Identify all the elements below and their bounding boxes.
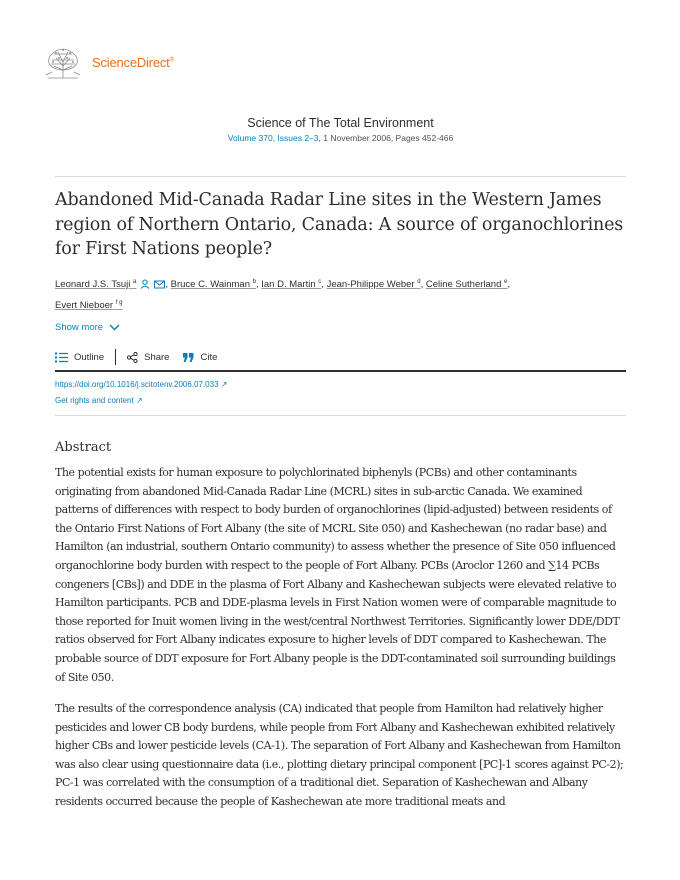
affiliation-marker: f g xyxy=(115,300,123,307)
person-icon[interactable] xyxy=(140,279,150,289)
header-divider xyxy=(55,176,626,177)
rights-text: Get rights and content xyxy=(55,396,134,405)
share-icon xyxy=(127,352,138,363)
affiliation-marker: d xyxy=(417,279,421,285)
toolbar-divider xyxy=(55,370,626,372)
author-name: Celine Sutherland xyxy=(425,279,502,291)
date-pages: , 1 November 2006, Pages 452-466 xyxy=(318,133,454,143)
abstract-paragraph: The potential exists for human exposure to polychlorinated biphenyls (PCBs) and other contaminants originating from abandoned Mid-Canada Radar Line (MCRL) sites in sub-arctic Canada. We examined patterns of differences with respect to body burden of organochlorines (lipid-adjusted) between residents of the Ontario First Nations of Fort Albany (the site of MCRL Site 050) and Kashechewan (no radar base) and Hamilton (an industrial, southern Ontario community) to assess whether the presence of Site 050 influenced organochlorine body burden with respect to the people of Fort Albany. PCBs (Aroclor 1260 and ∑14 PCBs congeners [CBs]) and DDE in the plasma of Fort Albany and Kashechewan subjects were elevated relative to Hamilton participants. PCB and DDE-plasma levels in First Nation women were of comparable magnitude to those reported for Inuit women living in the west/central Northwest Territories. Significantly lower DDE/DDT ratios observed for Fort Albany indicates exposure to higher levels of DDT compared to Kashechewan. The probable source of DDT exposure for Fort Albany people is the DDT-contaminated soil surrounding buildings of Site 050. xyxy=(55,466,620,684)
journal-title[interactable]: Science of The Total Environment xyxy=(247,116,434,130)
issue-line xyxy=(55,133,626,143)
author-name: Leonard J.S. Tsuji xyxy=(55,279,131,291)
quote-icon xyxy=(183,353,194,362)
share-label: Share xyxy=(144,351,170,363)
author-link[interactable] xyxy=(426,279,508,290)
doi-link[interactable] xyxy=(55,380,227,389)
article-toolbar xyxy=(55,348,217,366)
author-link[interactable] xyxy=(171,279,256,290)
outline-list-icon xyxy=(55,352,68,363)
author-link[interactable] xyxy=(55,279,136,290)
author-link[interactable] xyxy=(327,279,421,290)
abstract-paragraph: The results of the correspondence analysis (CA) indicated that people from Hamilton had relatively higher pesticides and lower CB body burdens, while people from Fort Albany and Kashechewan exhibited relatively higher CBs and lower pesticide levels (CA-1). The separation of Fort Albany and Kashechewan from Hamilton was also clear using questionnaire data (i.e., plotting dietary principal component [PC]-1 scores against PC-2); PC-1 was correlated with the consumption of a traditional diet. Separation of Kashechewan and Albany residents occurred because the people of Kashechewan ate more traditional meats and xyxy=(55,702,624,808)
site-header xyxy=(42,42,174,82)
author-link[interactable] xyxy=(55,300,122,311)
show-more-label: Show more xyxy=(55,322,104,333)
doi-text: https://doi.org/10.1016/j.scitotenv.2006.07.033 xyxy=(55,380,219,389)
cite-label: Cite xyxy=(200,351,218,363)
toolbar-separator xyxy=(115,349,116,365)
rights-link[interactable] xyxy=(55,396,143,405)
share-button[interactable] xyxy=(127,352,169,363)
brand-mark: ® xyxy=(169,57,174,64)
section-divider xyxy=(55,415,626,416)
external-link-icon: ↗ xyxy=(220,380,228,389)
author-name: Evert Nieboer xyxy=(55,300,114,312)
author-name: Bruce C. Wainman xyxy=(170,279,250,291)
affiliation-marker: e xyxy=(504,279,508,285)
outline-button[interactable] xyxy=(55,352,104,363)
brand-name: ScienceDirect xyxy=(92,54,170,70)
author-link[interactable] xyxy=(261,279,321,290)
author-list: Leonard J.S. Tsuji $^a$ , Bruce C. Wainman $^b$, Ian D. Martin $^c$, Jean-Philippe Weber $^d$, Celine Sutherland $^e$, Evert Nieboer $^{f g}$ xyxy=(55,279,510,312)
affiliation-marker: b xyxy=(252,279,256,285)
article-title: Abandoned Mid-Canada Radar Line sites in the Western James region of Northern Ontario, Canada: A source of organochlorines for First Nations people? xyxy=(55,190,624,259)
affiliation-marker: a xyxy=(132,279,137,285)
author-name: Ian D. Martin xyxy=(261,279,316,291)
journal-info xyxy=(55,116,626,143)
abstract-heading: Abstract xyxy=(55,440,112,455)
sciencedirect-logo[interactable] xyxy=(92,55,174,70)
cite-button[interactable] xyxy=(183,352,217,363)
show-more-button[interactable] xyxy=(55,322,120,333)
outline-label: Outline xyxy=(74,351,105,363)
volume-link[interactable]: Volume 370, Issues 2–3 xyxy=(227,133,319,143)
email-icon[interactable] xyxy=(154,280,165,289)
author-name: Jean-Philippe Weber xyxy=(326,279,415,291)
chevron-down-icon xyxy=(109,324,120,331)
external-link-icon: ↗ xyxy=(135,396,143,405)
affiliation-marker: c xyxy=(318,279,322,285)
elsevier-tree-icon[interactable] xyxy=(42,44,84,80)
